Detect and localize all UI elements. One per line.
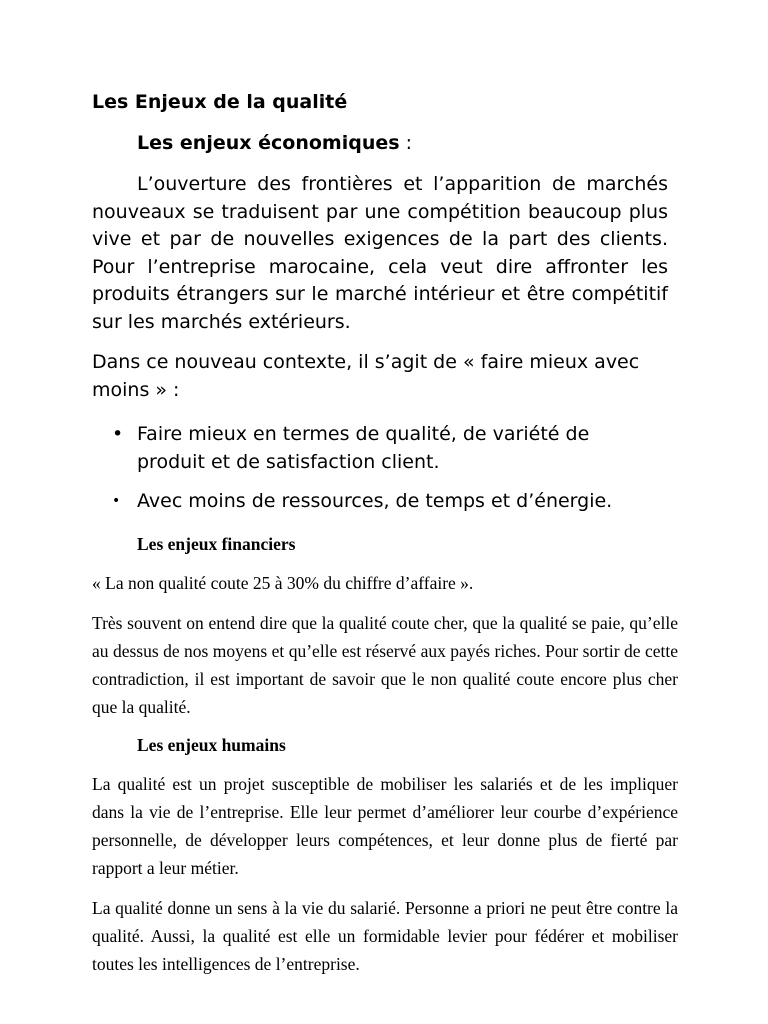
section-heading-economic bbox=[137, 130, 677, 158]
bullet-item-2-text: Avec moins de ressources, de temps et d’énergie. bbox=[137, 490, 613, 512]
bullet-mark-icon: • bbox=[112, 423, 124, 445]
financial-paragraph: Très souvent on entend dire que la qualité coute cher, que la qualité se paie, qu’elle au dessus de nos moyens et qu’elle est réservé aux payés riches. Pour sortir de cette contradiction, il est important de savoir que le non qualité coute encore plus cher que la qualité. bbox=[92, 613, 678, 717]
human-paragraph-1: La qualité est un projet susceptible de mobiliser les salariés et de les impliquer dans la vie de l’entreprise. Elle leur permet d’améliorer leur courbe d’expérience personnelle, de développer leurs compétences, et leur donne plus de fierté par rapport a leur métier. bbox=[92, 774, 678, 878]
bullet-item-2 bbox=[92, 488, 678, 516]
bullet-mark-icon: • bbox=[112, 493, 121, 509]
financial-quote: « La non qualité coute 25 à 30% du chiffre d’affaire ». bbox=[92, 573, 474, 593]
section-heading-human: Les enjeux humains bbox=[137, 735, 286, 755]
bullet-item-1-text: Faire mieux en termes de qualité, de variété de produit et de satisfaction client. bbox=[137, 423, 590, 473]
section-heading-financial: Les enjeux financiers bbox=[137, 534, 296, 554]
section-heading-economic-text: Les enjeux économiques bbox=[137, 132, 400, 154]
section-heading-economic-suffix: : bbox=[399, 132, 412, 154]
economic-paragraph-2: Dans ce nouveau contexte, il s’agit de « faire mieux avec moins » : bbox=[92, 351, 640, 401]
bullet-item-1 bbox=[92, 421, 678, 476]
human-paragraph-2: La qualité donne un sens à la vie du salarié. Personne a priori ne peut être contre la qualité. Aussi, la qualité est elle un formidable levier pour fédérer et mobiliser toutes les intelligences de l’entreprise. bbox=[92, 898, 678, 974]
economic-paragraph-1: L’ouverture des frontières et l’apparition de marchés nouveaux se traduisent par une compétition beaucoup plus vive et par de nouvelles exigences de la part des clients. Pour l’entreprise marocaine, cela veut dire affronter les produits étrangers sur le marché intérieur et être compétitif sur les marchés extérieurs. bbox=[92, 173, 668, 333]
document-title: Les Enjeux de la qualité bbox=[92, 91, 348, 113]
